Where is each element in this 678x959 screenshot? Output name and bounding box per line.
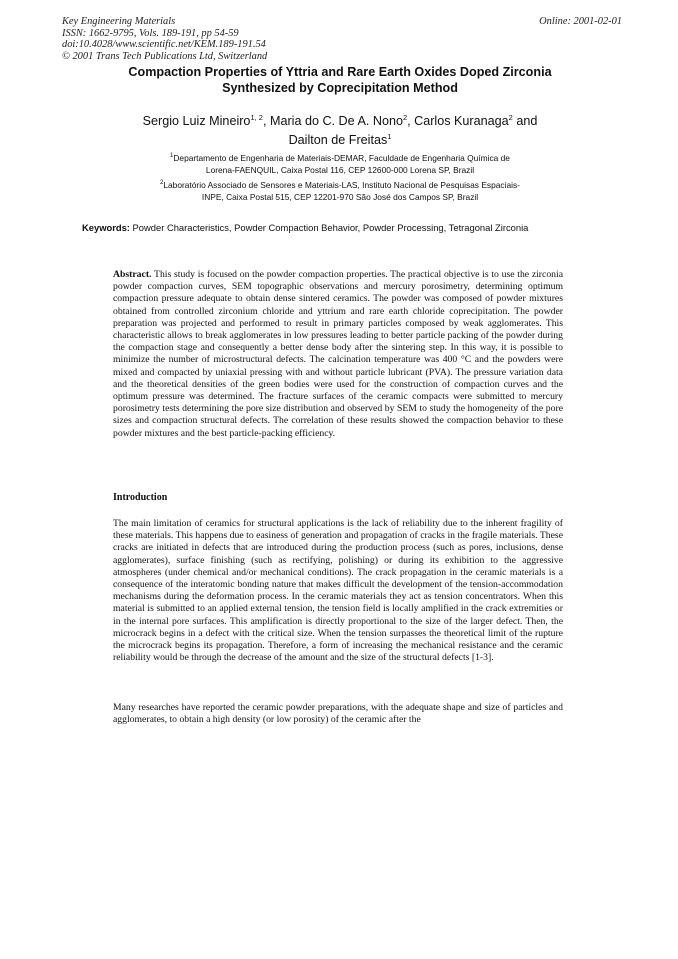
- abstract-label: Abstract.: [113, 269, 152, 280]
- keywords-block: [82, 222, 552, 235]
- affiliation-2-line-2: INPE, Caixa Postal 515, CEP 12201-970 São José dos Campos SP, Brazil: [201, 191, 479, 202]
- keywords-text: Powder Characteristics, Powder Compaction Behavior, Powder Processing, Tetragonal Zirconia: [132, 222, 529, 233]
- affiliation-2-line-1: Laboratório Associado de Sensores e Materiais-LAS, Instituto Nacional de Pesquisas Espaciais-: [163, 179, 520, 190]
- author-2-affiliation: 2: [402, 113, 408, 122]
- introduction-paragraph-1: The main limitation of ceramics for structural applications is the lack of reliability due to the inherent fragility of these materials. This happens due to easiness of generation and propagation of cracks in the fragile materials. These cracks are initiated in defects that are introduced during the production process (such as pores, inclusions, dense agglomerates), surface finishing (such as rectifying, polishing) or during its exhibition to the aggressive atmospheres (under chemical and/or mechanical conditions). The crack propagation in the ceramic materials is a consequence of the interatomic bonding nature that makes difficult the development of the tension-accommodation mechanisms during the deformation process. In the ceramic materials they act as tension concentrators. When this material is submitted to an applied external tension, the tension field is locally amplified in the crack extremities or in the internal pore surfaces. This amplification is directly proportional to the size of the larger defect. Then, the microcrack begins in a defect with the critical size. When the tension surpasses the theoretical limit of the rupture the microcrack begins its propagation. Therefore, a form of increasing the mechanical resistance and the ceramic reliability would be through the decrease of the amount and the size of the structural defects [1-3].: [113, 518, 563, 664]
- author-1-affiliation: 1, 2: [250, 113, 263, 122]
- abstract-block: [113, 269, 563, 440]
- affiliation-1-marker: 1: [170, 153, 174, 159]
- journal-header: [62, 16, 622, 62]
- copyright-line: © 2001 Trans Tech Publications Ltd, Switzerland: [62, 50, 268, 62]
- author-4-affiliation: 1: [387, 132, 392, 142]
- author-4: Dailton de Freitas: [288, 133, 388, 148]
- affiliation-1: [105, 150, 575, 176]
- affiliation-2-marker: 2: [160, 180, 164, 186]
- author-3: Carlos Kuranaga: [414, 114, 509, 129]
- author-2: Maria do C. De A. Nono: [269, 114, 403, 129]
- author-list: Sergio Luiz Mineiro$^{1, 2}$, Maria do C. De A. Nono$^2$, Carlos Kuranaga$^2$ and Dailton de Freitas$^1$: [142, 113, 538, 148]
- paper-title: [90, 65, 590, 96]
- author-1: Sergio Luiz Mineiro: [142, 114, 251, 129]
- author-and: and: [516, 114, 538, 129]
- online-date: Online: 2001-02-01: [539, 16, 622, 27]
- affiliation-2: [105, 177, 575, 203]
- affiliation-1-line-2: Lorena-FAENQUIL, Caixa Postal 116, CEP 12600-000 Lorena SP, Brazil: [205, 164, 475, 175]
- introduction-heading: Introduction: [113, 492, 168, 503]
- journal-name: Key Engineering Materials: [62, 16, 176, 27]
- doi-line: doi:10.4028/www.scientific.net/KEM.189-191.54: [62, 39, 266, 50]
- author-3-affiliation: 2: [508, 113, 513, 122]
- title-line-2: Synthesized by Coprecipitation Method: [222, 80, 458, 95]
- title-line-1: Compaction Properties of Yttria and Rare Earth Oxides Doped Zirconia: [128, 65, 552, 79]
- introduction-paragraph-2: Many researches have reported the ceramic powder preparations, with the adequate shape and size of particles and agglomerates, to obtain a high density (or low porosity) of the ceramic after the: [113, 702, 563, 726]
- abstract-text: This study is focused on the powder compaction properties. The practical objective is to use the zirconia powder compaction curves, SEM topographic observations and mercury porosimetry, determining optimum compaction pressure adequate to obtain dense sintered ceramics. The powder was composed of powder mixtures obtained from controlled zirconium chloride and yttrium and rare earth chloride coprecipitation. The powder preparation was projected and performed to result in primary particles composed by weak agglomerates. This characteristic allows to break agglomerates in low pressures leading to better particle packing of the powder during the compaction stage and consequently a better dense body after the sintering step. In this way, it is possible to minimize the number of microstructural defects. The calcination temperature was 400 °C and the powders were mixed and compacted by uniaxial pressing with and without particle lubricant (PVA). The pressure variation data and the theoretical densities of the green bodies were used for the construction of compaction curves and the optimum pressure was determined. The fracture surfaces of the ceramic compacts were submitted to mercury porosimetry tests determining the pore size distribution and observed by SEM to study the homogeneity of the pore sizes and compaction structural defects. The correlation of these results showed the compaction behavior to these powder mixtures and the best particle-packing efficiency.: [113, 269, 564, 439]
- affiliation-1-line-1: Departamento de Engenharia de Materiais-DEMAR, Faculdade de Engenharia Química de: [173, 152, 510, 163]
- issn-line: ISSN: 1662-9795, Vols. 189-191, pp 54-59: [62, 27, 239, 39]
- keywords-label: Keywords:: [82, 222, 130, 233]
